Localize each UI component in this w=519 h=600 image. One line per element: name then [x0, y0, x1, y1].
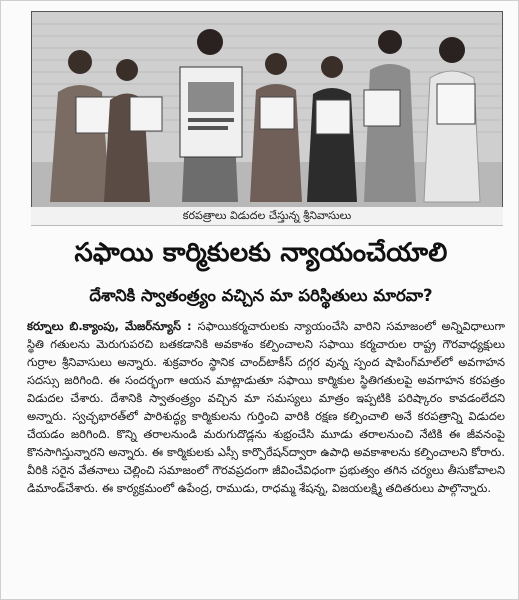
- article-body: [27, 317, 505, 587]
- article-headline: సఫాయి కార్మికులకు న్యాయంచేయాలి: [74, 238, 448, 268]
- article-body-text: సఫాయికర్మచారులకు న్యాయంచేసి వారిని సమాజంలో అన్నివిధాలుగా స్థితి గతులను మెరుగుపరచి బతకడానికి అవకాశం కల్పించాలని సఫాయి కర్మచారుల రాష్ట్ర గౌరవాధ్యక్షులు గుర్రాల శ్రీనివాసులు అన్నారు. శుక్రవారం స్థానిక చాంద్‌టాకీస్ దగ్గర వున్న స్పంద షాపింగ్‌మాల్‌లో అవగాహన సదస్సు జరిగింది. ఈ సందర్భంగా ఆయన మాట్లాడుతూ సఫాయి కార్మికుల స్థితిగతులపై అవగాహన కరపత్రం విడుదల చేశారు. దేశానికి స్వాతంత్ర్యం వచ్చిన మా సమస్యలు మాత్రం ఇప్పటికి పరిష్కారం కావడంలేదని అన్నారు. స్వచ్ఛభారత్‌లో పారిశుద్ధ్య కార్మికులను గుర్తించి వారికి రక్షణ కల్పించాలి అనే కరపత్రాన్ని విడుదల చేయడం జరిగింది. కొన్ని తరాలనుండి మరుగుదొడ్లను శుభ్రంచేసి మూడు తరాలనుంచి నేటికి ఈ జీవనంపై కొనసాగిస్తున్నారని అన్నారు. ఈ కార్మికులకు ఎస్సీ కార్పొరేషన్‌ద్వారా ఉపాధి అవకాశాలను కల్పించాలని కోరారు. వీరికి సరైన వేతనాలు చెల్లించి సమాజంలో గౌరవప్రదంగా జీవించేవిధంగా ప్రభుత్వం తగిన చర్యలు తీసుకోవాలని డిమాండ్‌చేశారు. ఈ కార్యక్రమంలో ఉపేంద్ర, రాముడు, రాధమ్మ శేషన్న, విజయలక్ష్మి తదితరులు పాల్గొన్నారు.: [27, 319, 505, 495]
- photo-caption: కరపత్రాలు విడుదల చేస్తున్న శ్రీనివాసులు: [31, 207, 503, 226]
- article-subheadline: దేశానికి స్వాతంత్ర్యం వచ్చిన మా పరిస్థితులు మారవా?: [89, 286, 433, 305]
- group-photo-illustration: [32, 12, 502, 207]
- article-dateline: కర్నూలు బి.క్యాంపు, మేజర్‌న్యూస్ :: [27, 319, 198, 333]
- news-photo: [31, 11, 503, 208]
